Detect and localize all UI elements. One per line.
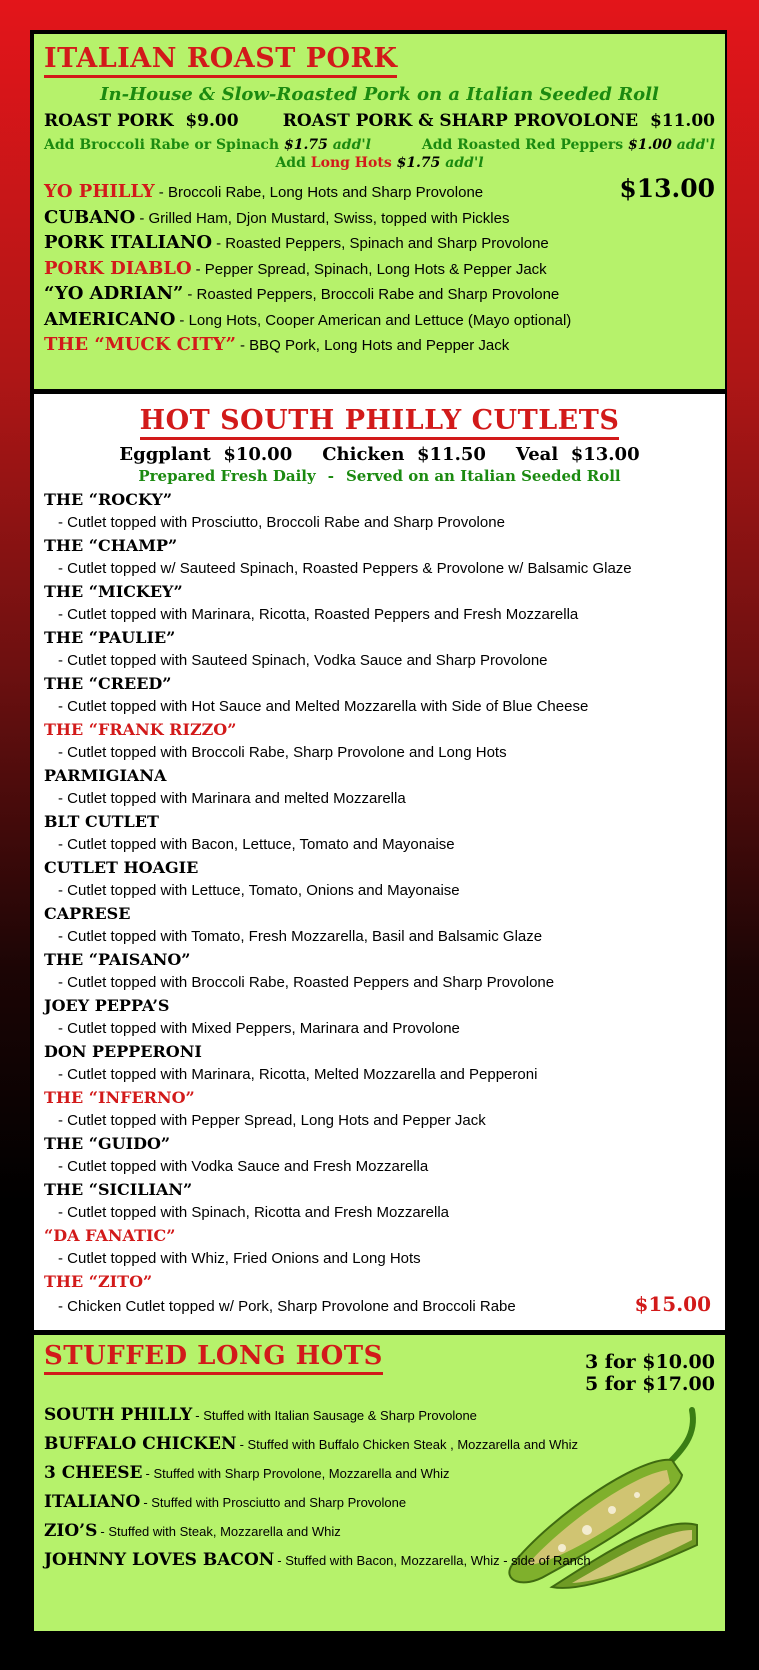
price-roast-pork-provolone: ROAST PORK & SHARP PROVOLONE $11.00 bbox=[282, 111, 715, 131]
cutlet-desc: - Cutlet topped with Broccoli Rabe, Roasted Peppers and Sharp Provolone bbox=[58, 974, 555, 991]
cutlet-desc-row bbox=[44, 925, 715, 948]
long-hot-desc: - Stuffed with Prosciutto and Sharp Provolone bbox=[143, 1495, 407, 1510]
cutlet-item bbox=[44, 1224, 715, 1270]
cutlet-desc-row bbox=[44, 511, 715, 534]
cutlets-price-row bbox=[44, 444, 715, 465]
cutlet-desc-row bbox=[44, 1063, 715, 1086]
roast-pork-addons bbox=[44, 137, 715, 153]
cutlet-desc-row bbox=[44, 1201, 715, 1224]
long-hot-item bbox=[44, 1488, 715, 1517]
pork-sandwich-name: AMERICANO bbox=[44, 308, 176, 330]
long-hot-desc: - Stuffed with Bacon, Mozzarella, Whiz - side of Ranch bbox=[277, 1553, 591, 1568]
pork-sandwich-item bbox=[44, 206, 715, 232]
long-hot-item bbox=[44, 1430, 715, 1459]
cutlet-name: THE “CREED” bbox=[44, 674, 172, 693]
cutlet-name: THE “SICILIAN” bbox=[44, 1180, 193, 1199]
cutlet-desc-row bbox=[44, 1109, 715, 1132]
cutlet-desc: - Cutlet topped with Lettuce, Tomato, Onions and Mayonaise bbox=[58, 882, 460, 899]
cutlet-desc: - Cutlet topped with Marinara, Ricotta, Melted Mozzarella and Pepperoni bbox=[58, 1066, 538, 1083]
cutlet-item bbox=[44, 580, 715, 626]
cutlet-desc: - Cutlet topped with Sauteed Spinach, Vodka Sauce and Sharp Provolone bbox=[58, 652, 548, 669]
pork-sandwich-name: THE “MUCK CITY” bbox=[44, 334, 236, 355]
cutlet-desc: - Chicken Cutlet topped w/ Pork, Sharp Provolone and Broccoli Rabe bbox=[58, 1298, 516, 1315]
cutlet-desc: - Cutlet topped with Whiz, Fried Onions and Long Hots bbox=[58, 1250, 421, 1267]
cutlet-desc-row bbox=[44, 833, 715, 856]
long-hot-name: ZIO’S bbox=[44, 1521, 98, 1541]
cutlet-desc: - Cutlet topped with Vodka Sauce and Fresh Mozzarella bbox=[58, 1158, 429, 1175]
cutlet-item bbox=[44, 902, 715, 948]
cutlet-desc-row bbox=[44, 603, 715, 626]
cutlet-desc: - Cutlet topped with Tomato, Fresh Mozzarella, Basil and Balsamic Glaze bbox=[58, 928, 543, 945]
cutlet-item bbox=[44, 810, 715, 856]
addon-long-hots: Add Long Hots $1.75 add'l bbox=[275, 155, 484, 171]
roast-pork-subtitle: In-House & Slow-Roasted Pork on a Italian Seeded Roll bbox=[100, 84, 659, 105]
cutlet-name: CAPRESE bbox=[44, 904, 131, 923]
cutlet-desc-row bbox=[44, 879, 715, 902]
stuffed-long-hots-prices: 3 for $10.00 5 for $17.00 bbox=[584, 1351, 715, 1395]
cutlet-desc-row bbox=[44, 787, 715, 810]
long-hot-name: JOHNNY LOVES BACON bbox=[44, 1550, 275, 1570]
cutlet-item bbox=[44, 764, 715, 810]
pork-sandwich-desc: - BBQ Pork, Long Hots and Pepper Jack bbox=[239, 337, 510, 354]
cutlet-item bbox=[44, 948, 715, 994]
cutlet-item bbox=[44, 1040, 715, 1086]
addon-red-peppers: Add Roasted Red Peppers $1.00 add'l bbox=[421, 137, 715, 153]
pork-sandwich-name: YO PHILLY bbox=[44, 181, 155, 202]
cutlet-name: BLT CUTLET bbox=[44, 812, 159, 831]
cutlet-desc-row bbox=[44, 741, 715, 764]
price-eggplant: Eggplant $10.00 bbox=[119, 444, 293, 465]
pork-sandwich-desc: - Long Hots, Cooper American and Lettuce (Mayo optional) bbox=[179, 311, 572, 329]
stuffed-long-hots-title: STUFFED LONG HOTS bbox=[44, 1341, 383, 1375]
cutlet-item bbox=[44, 994, 715, 1040]
cutlet-desc: - Cutlet topped with Mixed Peppers, Marinara and Provolone bbox=[58, 1020, 460, 1037]
pork-sandwich-desc: - Roasted Peppers, Spinach and Sharp Provolone bbox=[216, 235, 549, 252]
pork-sandwich-name: “YO ADRIAN” bbox=[44, 283, 184, 304]
cutlets-title: HOT SOUTH PHILLY CUTLETS bbox=[140, 406, 620, 440]
menu-frame bbox=[30, 30, 727, 1633]
pork-sandwich-item bbox=[44, 257, 715, 283]
cutlet-item bbox=[44, 1132, 715, 1178]
pork-sandwich-item bbox=[44, 174, 715, 206]
price-chicken: Chicken $11.50 bbox=[322, 444, 486, 465]
cutlets-list bbox=[44, 488, 715, 1318]
pork-sandwich-name: CUBANO bbox=[44, 206, 136, 228]
long-hot-name: 3 CHEESE bbox=[44, 1463, 143, 1483]
cutlet-name: THE “ROCKY” bbox=[44, 490, 173, 509]
cutlets-prepared-note: Prepared Fresh Daily - Served on an Italian Seeded Roll bbox=[138, 467, 621, 485]
long-hot-name: SOUTH PHILLY bbox=[44, 1405, 193, 1425]
cutlet-desc-row bbox=[44, 557, 715, 580]
pork-sandwich-item bbox=[44, 282, 715, 308]
cutlet-desc: - Cutlet topped with Marinara, Ricotta, Roasted Peppers and Fresh Mozzarella bbox=[58, 606, 579, 623]
cutlet-name: THE “ZITO” bbox=[44, 1272, 153, 1291]
long-hot-name: ITALIANO bbox=[44, 1492, 141, 1512]
cutlet-name: PARMIGIANA bbox=[44, 766, 167, 785]
pork-sandwich-desc: - Roasted Peppers, Broccoli Rabe and Sharp Provolone bbox=[187, 286, 560, 303]
pork-sandwich-item bbox=[44, 308, 715, 334]
long-hot-name: BUFFALO CHICKEN bbox=[44, 1434, 237, 1454]
pork-sandwich-desc: - Pepper Spread, Spinach, Long Hots & Pepper Jack bbox=[195, 260, 547, 278]
cutlet-name: THE “PAISANO” bbox=[44, 950, 191, 969]
cutlet-desc-row bbox=[44, 971, 715, 994]
cutlet-name: THE “INFERNO” bbox=[44, 1088, 195, 1107]
cutlet-desc-row bbox=[44, 1293, 715, 1318]
long-hot-desc: - Stuffed with Buffalo Chicken Steak , Mozzarella and Whiz bbox=[239, 1437, 578, 1452]
roast-pork-section bbox=[34, 34, 725, 392]
roast-pork-title: ITALIAN ROAST PORK bbox=[44, 44, 397, 78]
cutlet-desc-row bbox=[44, 695, 715, 718]
pork-sandwich-item bbox=[44, 333, 715, 359]
cutlet-item bbox=[44, 534, 715, 580]
cutlet-name: JOEY PEPPA’S bbox=[44, 996, 170, 1015]
price-roast-pork: ROAST PORK $9.00 bbox=[44, 111, 239, 131]
price-veal: Veal $13.00 bbox=[515, 444, 640, 465]
cutlet-name: THE “FRANK RIZZO” bbox=[44, 720, 237, 739]
cutlet-name: THE “CHAMP” bbox=[44, 536, 178, 555]
cutlet-item bbox=[44, 1086, 715, 1132]
cutlet-desc-row bbox=[44, 1017, 715, 1040]
long-hot-item bbox=[44, 1517, 715, 1546]
cutlet-name: CUTLET HOAGIE bbox=[44, 858, 199, 877]
cutlet-desc: - Cutlet topped with Pepper Spread, Long Hots and Pepper Jack bbox=[58, 1112, 486, 1129]
long-hot-desc: - Stuffed with Sharp Provolone, Mozzarella and Whiz bbox=[145, 1466, 450, 1481]
pork-sandwich-desc: - Grilled Ham, Djon Mustard, Swiss, topped with Pickles bbox=[139, 209, 510, 227]
long-hot-desc: - Stuffed with Steak, Mozzarella and Whiz bbox=[100, 1524, 341, 1539]
long-hot-desc: - Stuffed with Italian Sausage & Sharp Provolone bbox=[195, 1408, 477, 1423]
long-hot-item bbox=[44, 1459, 715, 1488]
cutlet-item bbox=[44, 626, 715, 672]
pork-sandwich-desc: - Broccoli Rabe, Long Hots and Sharp Provolone bbox=[158, 184, 484, 201]
long-hot-item bbox=[44, 1546, 715, 1575]
cutlet-desc: - Cutlet topped with Prosciutto, Broccoli Rabe and Sharp Provolone bbox=[58, 514, 505, 531]
pork-sandwich-name: PORK ITALIANO bbox=[44, 232, 213, 253]
addon-broccoli-spinach: Add Broccoli Rabe or Spinach $1.75 add'l bbox=[44, 137, 371, 153]
pork-sandwich-item bbox=[44, 231, 715, 257]
cutlet-name: THE “GUIDO” bbox=[44, 1134, 171, 1153]
cutlet-desc: - Cutlet topped with Broccoli Rabe, Sharp Provolone and Long Hots bbox=[58, 744, 507, 761]
roast-pork-sandwich-list bbox=[44, 174, 715, 359]
cutlet-name: THE “MICKEY” bbox=[44, 582, 183, 601]
cutlet-item bbox=[44, 1270, 715, 1318]
stuffed-long-hots-section bbox=[34, 1332, 725, 1631]
cutlet-name: THE “PAULIE” bbox=[44, 628, 176, 647]
cutlet-desc: - Cutlet topped with Bacon, Lettuce, Tomato and Mayonaise bbox=[58, 836, 455, 853]
cutlet-desc: - Cutlet topped with Spinach, Ricotta and Fresh Mozzarella bbox=[58, 1204, 450, 1221]
roast-pork-price-row bbox=[44, 111, 715, 131]
cutlet-price: $15.00 bbox=[634, 1292, 711, 1316]
cutlets-section bbox=[34, 394, 725, 1330]
cutlet-item bbox=[44, 672, 715, 718]
cutlet-item bbox=[44, 1178, 715, 1224]
cutlet-name: DON PEPPERONI bbox=[44, 1042, 202, 1061]
cutlet-desc: - Cutlet topped with Marinara and melted Mozzarella bbox=[58, 790, 406, 807]
cutlet-item bbox=[44, 488, 715, 534]
cutlet-desc: - Cutlet topped with Hot Sauce and Melted Mozzarella with Side of Blue Cheese bbox=[58, 698, 589, 715]
cutlet-item bbox=[44, 856, 715, 902]
cutlet-desc-row bbox=[44, 1155, 715, 1178]
pork-sandwich-price: $13.00 bbox=[619, 174, 715, 203]
cutlet-name: “DA FANATIC” bbox=[44, 1226, 176, 1245]
cutlet-item bbox=[44, 718, 715, 764]
cutlet-desc-row bbox=[44, 1247, 715, 1270]
stuffed-long-hots-list bbox=[44, 1401, 715, 1575]
pork-sandwich-name: PORK DIABLO bbox=[44, 257, 192, 279]
cutlet-desc-row bbox=[44, 649, 715, 672]
cutlet-desc: - Cutlet topped w/ Sauteed Spinach, Roasted Peppers & Provolone w/ Balsamic Glaze bbox=[58, 560, 632, 577]
long-hot-item bbox=[44, 1401, 715, 1430]
